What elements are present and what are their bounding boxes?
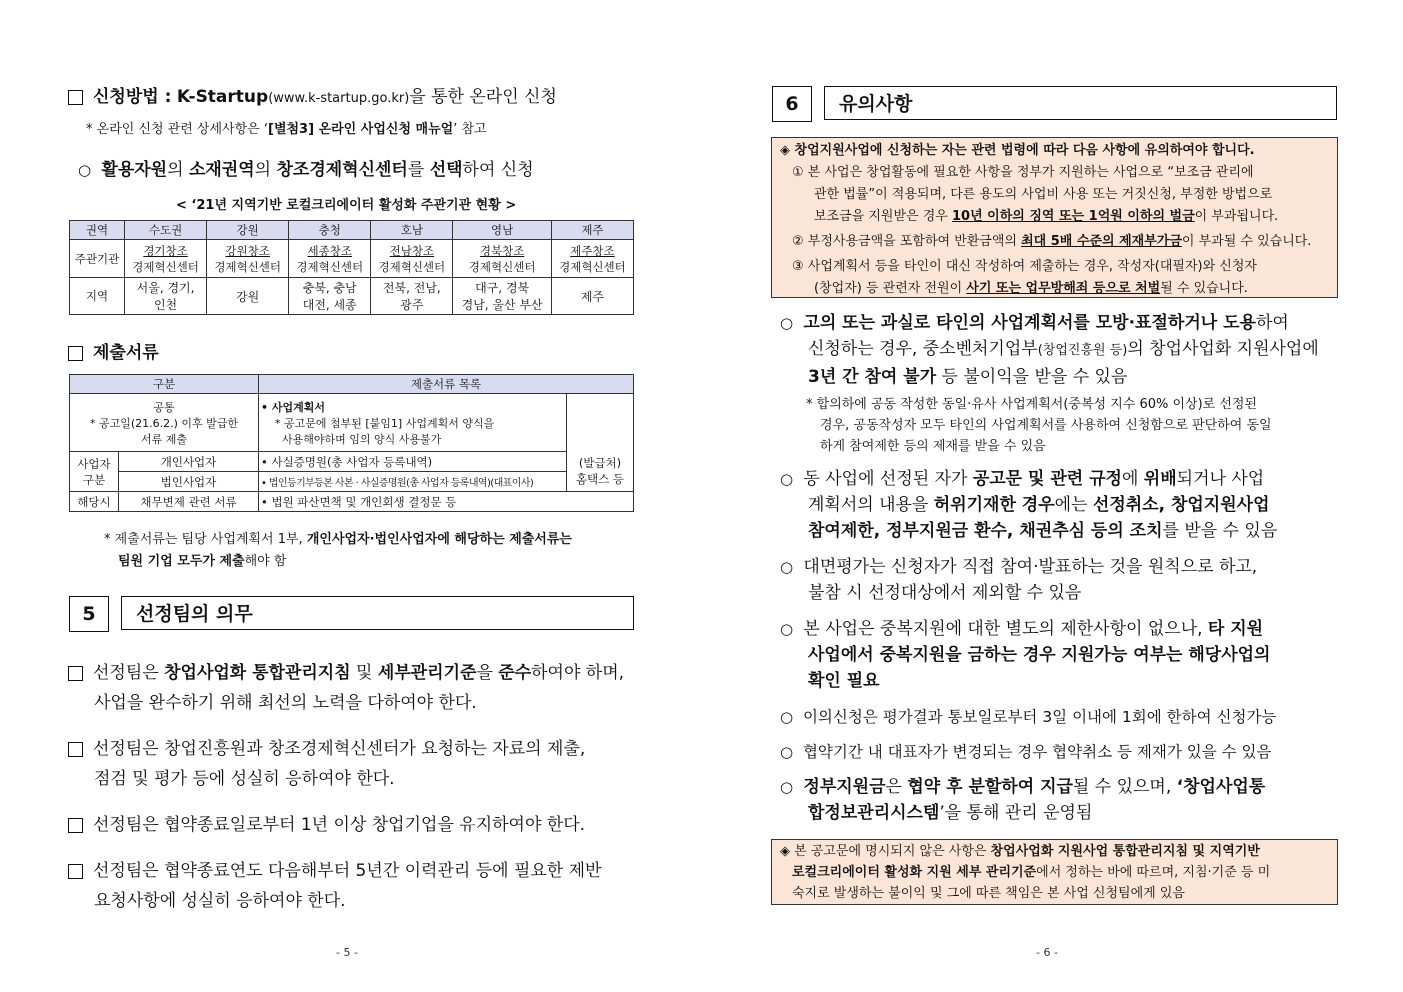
p2-l1-b2: 위배 <box>1143 469 1177 489</box>
th-category: 구분 <box>70 375 259 394</box>
docs-note2-post: 해야 함 <box>244 554 287 569</box>
docs-note1-bold: 개인사업자·법인사업자에 해당하는 제출서류는 <box>306 532 572 547</box>
duty1-line2: 사업을 완수하기 위해 최선의 노력을 다하여야 한다. <box>94 693 477 713</box>
apply-note-bold: [별첨3] 온라인 사업신청 매뉴얼 <box>268 122 454 137</box>
duty1-b3: 준수 <box>498 663 532 683</box>
cell-a: 서울, 경기, <box>136 281 195 295</box>
table-cell <box>207 278 289 315</box>
warning-c1-3 <box>780 206 1329 228</box>
p6-text: 협약기간 내 대표자가 변경되는 경우 협약취소 등 제재가 있을 수 있음 <box>802 743 1272 761</box>
p2-l2-b2: 선정취소, 창업지원사업 <box>1092 495 1270 515</box>
duty2-line2: 점검 및 평가 등에 성실히 응하여야 한다. <box>94 769 395 789</box>
notice-l1 <box>780 841 1329 862</box>
th-jeju: 제주 <box>551 221 633 240</box>
p7-l1-m2: 될 수 있으며, <box>1072 777 1177 797</box>
host-institution-table <box>69 220 634 315</box>
p4-l1-pre: 본 사업은 중복지원에 대한 별도의 제한사항이 없으나, <box>803 619 1208 639</box>
plan-label: • 사업계획서 <box>261 400 326 414</box>
table-cell <box>371 278 453 315</box>
p1-l1-bold: 고의 또는 과실로 타인의 사업계획서를 모방·표절하거나 도용 <box>803 313 1256 333</box>
row-label-host: 주관기관 <box>70 240 125 278</box>
select-t2: 의 <box>167 160 189 180</box>
bullet-circle-icon: ○ <box>780 558 794 576</box>
warning-c1-3-post: 이 부과됩니다. <box>1194 209 1279 224</box>
table-row <box>70 240 634 278</box>
table-cell <box>551 278 633 315</box>
notice-l1-bold: 창업사업화 지원사업 통합관리지침 및 지역기반 <box>990 844 1260 859</box>
warning-c2-bold: 최대 5배 수준의 제재부가금 <box>1021 234 1182 249</box>
p2-l1-b1: 공고문 및 관련 규정 <box>972 469 1122 489</box>
bullet-circle-icon: ○ <box>780 620 794 638</box>
th-region: 권역 <box>70 221 125 240</box>
table-cell <box>371 240 453 278</box>
page-5 <box>0 0 700 992</box>
p1-l2-post: 의 창업사업화 지원사업에 <box>1127 339 1319 359</box>
th-doc-list: 제출서류 목록 <box>259 375 634 394</box>
p2-l3-post: 를 받을 수 있음 <box>1162 521 1278 541</box>
table-row <box>70 492 634 512</box>
common-note1: * 공고일(21.6.2.) 이후 발급한 <box>89 416 239 430</box>
exempt-label2: 채무변제 관련 서류 <box>119 492 259 512</box>
notice-violation <box>780 466 1277 544</box>
p5-text: 이의신청은 평가결과 통보일로부터 3일 이내에 1회에 한하여 신청가능 <box>802 708 1277 726</box>
p4-l1-bold: 타 지원 <box>1207 619 1264 639</box>
section-6-title: 유의사항 <box>824 86 1337 120</box>
biz-label1: 사업자 <box>77 456 111 471</box>
apply-note-post: ’ 참고 <box>453 122 487 137</box>
checkbox-icon <box>68 346 83 361</box>
docs-table <box>69 374 634 512</box>
table-cell <box>125 240 207 278</box>
plan-note2: 사용해야하며 임의 양식 사용불가 <box>282 432 442 446</box>
apply-label: 신청방법 : <box>93 87 172 107</box>
notice-payment <box>780 774 1265 826</box>
page-number-6: - 6 - <box>1036 946 1058 959</box>
warning-c1-2: 관한 법률”이 적용되며, 다른 용도의 사업비 사용 또는 거짓신청, 부정한 방법으로 <box>814 187 1273 202</box>
duty1-b1: 창업사업화 통합관리지침 <box>164 663 351 683</box>
cell-a: 전북, 전남, <box>382 281 441 295</box>
apply-note-pre: * 온라인 신청 관련 상세사항은 ‘ <box>86 122 268 137</box>
notice-plagiarism-note <box>806 394 1272 457</box>
indiv-doc: • 사실증명원(총 사업자 등록내역) <box>259 452 567 472</box>
plan-cell <box>259 394 567 452</box>
biz-cell <box>70 452 119 492</box>
cell-a: 대구, 경북 <box>475 281 530 295</box>
th-yeongnam: 영남 <box>453 221 552 240</box>
p1-l3-post: 등 불이익을 받을 수 있음 <box>936 367 1128 387</box>
th-chungcheong: 충청 <box>289 221 371 240</box>
section-6-number: 6 <box>772 86 812 122</box>
warning-c1-3-bold: 10년 이하의 징역 또는 1억원 이하의 벌금 <box>951 209 1195 224</box>
section-5-number: 5 <box>69 596 109 632</box>
duty-item-2 <box>68 734 585 794</box>
page-number-5: - 5 - <box>336 946 358 959</box>
cell-b: 경제혁신센터 <box>132 259 199 274</box>
duty-item-4 <box>68 856 601 916</box>
select-t8: 하여 신청 <box>462 160 534 180</box>
checkbox-icon <box>68 818 83 833</box>
p3-l2: 불참 시 선정대상에서 제외할 수 있음 <box>808 583 1082 603</box>
corp-doc: • 법인등기부등본 사본 · 사실증명원(총 사업자 등록내역)(대표이사) <box>259 472 567 492</box>
bullet-circle-icon: ○ <box>780 470 794 488</box>
issuer1: (발급처) <box>578 456 622 471</box>
biz-label2: 구분 <box>82 472 106 487</box>
bullet-circle-icon: ○ <box>78 161 92 179</box>
checkbox-icon <box>68 666 83 681</box>
notice-l3: 숙지로 발생하는 불이익 및 그에 따른 책임은 본 사업 신청팀에게 있음 <box>792 886 1185 901</box>
p7-l2-post: ’을 통해 관리 운영됨 <box>939 803 1093 823</box>
p1-l1-post: 하여 <box>1255 313 1289 333</box>
p2-l2-pre: 계획서의 내용을 <box>808 495 934 515</box>
table-row <box>70 452 634 472</box>
apply-method-line <box>68 82 557 107</box>
duty1-m: 및 <box>350 663 378 683</box>
cell-a: 제주 <box>580 289 605 304</box>
p1-n2: 경우, 공동작성자 모두 타인의 사업계획서를 사용하여 신청함으로 판단하여 동일 <box>820 418 1272 433</box>
duty4-line2: 요청사항에 성실히 응하여야 한다. <box>94 891 346 911</box>
cell-b: 대전, 세종 <box>302 298 357 312</box>
common-note2: 서류 제출 <box>141 432 188 446</box>
warning-c2-pre: ② 부정사용금액을 포함하여 반환금액의 <box>792 234 1022 249</box>
table-cell <box>453 278 552 315</box>
select-t6: 를 <box>407 160 430 180</box>
issuer2: 홈택스 등 <box>575 472 625 487</box>
duty2-line1: 선정팀은 창업진흥원과 창조경제혁신센터가 요청하는 자료의 제출, <box>93 739 586 759</box>
th-capital: 수도권 <box>125 221 207 240</box>
cell-a: 세종창조 <box>307 243 352 258</box>
table-row <box>70 278 634 315</box>
common-label: 공통 <box>153 400 175 414</box>
p2-l1-m: 에 <box>1121 469 1144 489</box>
bullet-circle-icon: ○ <box>780 708 794 726</box>
table-cell <box>125 278 207 315</box>
warning-c3-2-pre: (창업자) 등 관련자 전원이 <box>814 281 967 296</box>
warning-c3-2 <box>780 278 1329 300</box>
docs-note-line2 <box>118 550 286 569</box>
duty1-post: 하여야 하며, <box>531 663 625 683</box>
table-cell <box>289 278 371 315</box>
p1-n3: 하게 참여제한 등의 제재를 받을 수 있음 <box>820 439 1046 454</box>
duty1-pre: 선정팀은 <box>93 663 165 683</box>
exempt-doc: • 법원 파산면책 및 개인회생 결정문 등 <box>259 492 634 512</box>
plan-note1: * 공고문에 첨부된 [붙임1] 사업계획서 양식을 <box>275 416 495 430</box>
kstartup-name: K-Startup <box>176 87 269 107</box>
section-5-title: 선정팀의 의무 <box>121 596 634 630</box>
common-cell <box>70 394 259 452</box>
warning-c2 <box>780 231 1329 253</box>
cell-b: 경제혁신센터 <box>378 259 446 274</box>
p7-l1-b2: 협약 후 분할하여 지급 <box>907 777 1073 797</box>
p2-l2-b1: 허위기재한 경우 <box>933 495 1055 515</box>
legal-warning-box <box>771 137 1338 298</box>
notice-interview <box>780 554 1257 606</box>
notice-duplicate <box>780 616 1270 694</box>
select-t5: 창조경제혁신센터 <box>276 160 408 180</box>
warning-c3-1: ③ 사업계획서 등을 타인이 대신 작성하여 제출하는 경우, 작성자(대필자)와 신청자 <box>792 259 1257 274</box>
cell-a: 경북창조 <box>479 243 525 258</box>
exempt-label1: 해당시 <box>70 492 119 512</box>
select-t7: 선택 <box>429 160 463 180</box>
duty-item-1 <box>68 658 624 718</box>
duty-item-3 <box>68 810 585 835</box>
warning-c1-3-pre: 보조금을 지원받은 경우 <box>814 209 952 224</box>
p2-l1-post: 되거나 사업 <box>1176 469 1265 489</box>
cell-b: 경남, 울산 부산 <box>461 298 543 312</box>
cell-a: 충북, 충남 <box>302 281 357 295</box>
apply-note <box>86 118 487 137</box>
p4-l3-bold: 확인 필요 <box>808 671 880 691</box>
checkbox-icon <box>68 90 83 105</box>
checkbox-icon <box>68 864 83 879</box>
select-t3: 소재권역 <box>188 160 255 180</box>
cell-b: 경제혁신센터 <box>296 259 364 274</box>
kstartup-url[interactable]: (www.k-startup.go.kr) <box>268 91 410 106</box>
bullet-circle-icon: ○ <box>780 314 794 332</box>
p2-l2-m: 에는 <box>1054 495 1093 515</box>
bullet-circle-icon: ○ <box>780 778 794 796</box>
p1-n1: * 합의하에 공동 작성한 동일·유사 사업계획서(중복성 지수 60% 이상)로 선정된 <box>806 397 1258 412</box>
p2-l3-bold: 참여제한, 정부지원금 환수, 채권추심 등의 조치 <box>808 521 1163 541</box>
corp-label: 법인사업자 <box>119 472 259 492</box>
duty3-line1: 선정팀은 협약종료일로부터 1년 이상 창업기업을 유지하여야 한다. <box>93 815 586 835</box>
cell-b: 경제혁신센터 <box>214 259 281 274</box>
indiv-label: 개인사업자 <box>119 452 259 472</box>
checkbox-icon <box>68 742 83 757</box>
docs-note-line1 <box>104 528 572 547</box>
notice-appeal <box>780 705 1276 727</box>
cell-a: 강원 <box>236 289 260 304</box>
duty1-b2: 세부관리기준 <box>377 663 477 683</box>
p7-l2-bold: 합정보관리시스템 <box>808 803 940 823</box>
select-center-line <box>78 155 534 180</box>
select-t1: 활용자원 <box>101 160 168 180</box>
warning-c3-2-bold: 사기 또는 업무방해죄 등으로 처벌 <box>966 281 1161 296</box>
p2-l1-pre: 동 사업에 선정된 자가 <box>803 469 973 489</box>
table1-caption: < ‘21년 지역기반 로컬크리에이터 활성화 주관기관 현황 > <box>176 198 517 213</box>
warning-head: ◈ 창업지원사업에 신청하는 자는 관련 법령에 따라 다음 사항에 유의하여야 합니다. <box>780 143 1255 158</box>
table-cell <box>551 240 633 278</box>
cell-a: 경기창조 <box>143 243 188 258</box>
table-row <box>70 394 634 452</box>
issuer-cell <box>567 452 634 492</box>
p1-l2-pre: 신청하는 경우, 중소벤처기업부 <box>808 339 1038 359</box>
cell-b: 인천 <box>153 298 178 312</box>
p1-l3-bold: 3년 간 참여 불가 <box>808 367 937 387</box>
warning-c1-1: ① 본 사업은 창업활동에 필요한 사항을 정부가 지원하는 사업으로 “보조금 관리에 <box>792 165 1254 180</box>
docs-note2-bold: 팀원 기업 모두가 제출 <box>118 554 245 569</box>
duty4-line1: 선정팀은 협약종료연도 다음해부터 5년간 이력관리 등에 필요한 제반 <box>93 861 602 881</box>
notice-ceo-change <box>780 740 1271 762</box>
table-cell <box>289 240 371 278</box>
table-cell <box>453 240 552 278</box>
warning-c3-2-post: 될 수 있습니다. <box>1160 281 1248 296</box>
cell-b: 경제혁신센터 <box>468 259 536 274</box>
duty1-m2: 을 <box>476 663 499 683</box>
row-label-area: 지역 <box>70 278 125 315</box>
notice-plagiarism <box>780 310 1319 390</box>
apply-suffix: 을 통한 온라인 신청 <box>409 87 557 107</box>
p3-l1: 대면평가는 신청자가 직접 참여·발표하는 것을 원칙으로 하고, <box>803 557 1258 577</box>
docs-title: 제출서류 <box>93 343 159 363</box>
table-row <box>70 472 634 492</box>
th-honam: 호남 <box>371 221 453 240</box>
cell-b: 광주 <box>400 298 424 312</box>
cell-a: 전남창조 <box>389 243 435 258</box>
p4-l2-bold: 사업에서 중복지원을 금하는 경우 지원가능 여부는 해당사업의 <box>808 645 1271 665</box>
cell-b: 경제혁신센터 <box>559 259 626 274</box>
docs-note1-pre: * 제출서류는 팀당 사업계획서 1부, <box>104 532 307 547</box>
notice-l2 <box>780 862 1329 883</box>
docs-heading <box>68 338 159 363</box>
p7-l1-b1: 정부지원금 <box>803 777 886 797</box>
general-notice-box <box>771 839 1338 905</box>
cell-a: 제주창조 <box>570 243 615 258</box>
page-6 <box>702 0 1403 992</box>
warning-c2-post: 이 부과될 수 있습니다. <box>1181 234 1312 249</box>
th-gangwon: 강원 <box>207 221 289 240</box>
p7-l1-b3: ‘창업사업통 <box>1176 777 1266 797</box>
notice-l2-bold: 로컬크리에이터 활성화 지원 세부 관리기준 <box>792 865 1037 880</box>
p1-l2-small: (창업진흥원 등) <box>1037 343 1128 358</box>
blank-cell <box>567 394 634 452</box>
bullet-circle-icon: ○ <box>780 743 794 761</box>
cell-a: 강원창조 <box>225 243 270 258</box>
p7-l1-m: 은 <box>885 777 908 797</box>
select-t4: 의 <box>254 160 277 180</box>
notice-l1-pre: ◈ 본 공고문에 명시되지 않은 사항은 <box>780 844 991 859</box>
notice-l2-post: 에서 정하는 바에 따르며, 지침·기준 등 미 <box>1036 865 1271 880</box>
table-cell <box>207 240 289 278</box>
